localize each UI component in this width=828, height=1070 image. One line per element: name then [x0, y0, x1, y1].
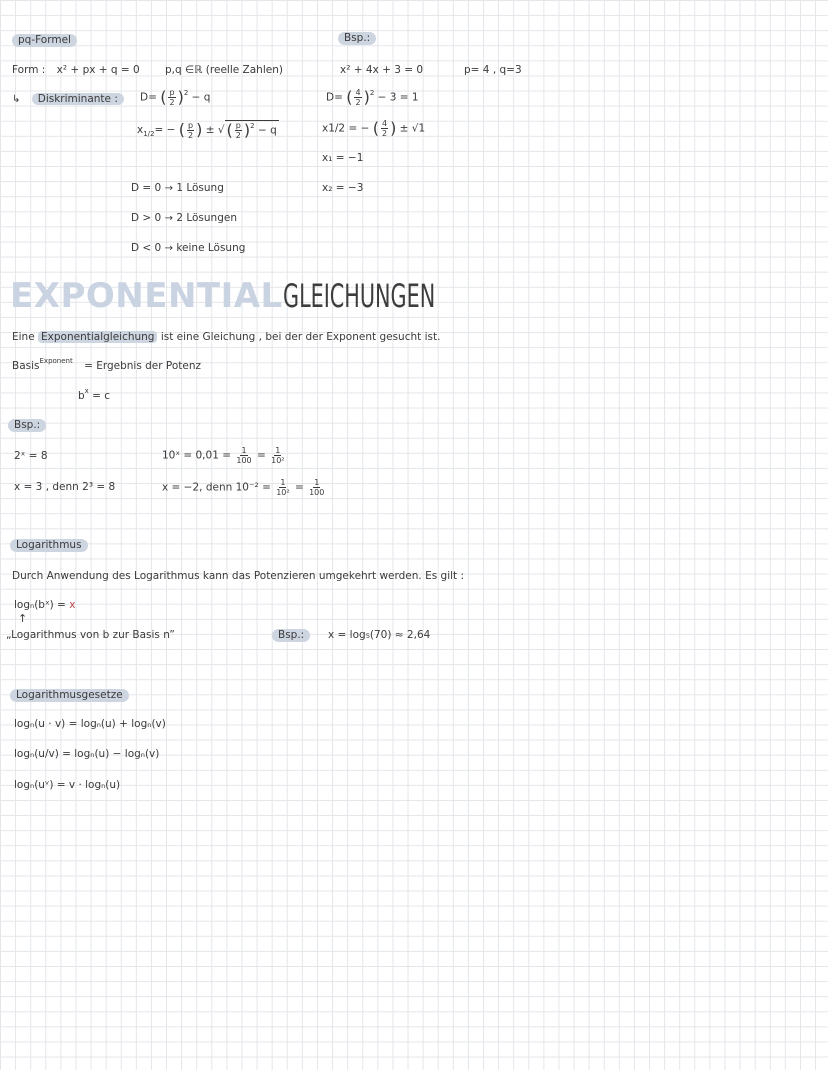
- plus-minus: ±: [205, 124, 215, 136]
- case-2: [131, 241, 245, 256]
- case-cond: D < 0: [131, 242, 162, 254]
- pq-example-heading: Bsp.:: [338, 32, 376, 45]
- log-bsp-equation: x = log₅(70) ≈ 2,64: [328, 629, 431, 641]
- exp-example-2-eq: 10ˣ = 0,01 = $\frac{1}{100}$ = $\frac{1}{\text{10²}}$: [162, 446, 285, 465]
- laws-heading: Logarithmusgesetze: [10, 689, 129, 702]
- case-result: 1 Lösung: [176, 182, 224, 194]
- d-formula-tail: − q: [191, 91, 211, 104]
- x12-mid: = −: [154, 124, 176, 136]
- law-item: logₙ(uᵛ) = v · logₙ(u): [14, 779, 121, 791]
- log-bsp-label: Bsp.:: [272, 629, 310, 642]
- pq-example-equation: x² + 4x + 3 = 0: [340, 64, 424, 76]
- x12-left: x: [137, 124, 144, 136]
- diskriminante-label: Diskriminante :: [32, 93, 124, 105]
- title-dark: GLEICHUNGEN: [282, 277, 435, 315]
- corner-arrow-icon: ↳: [12, 94, 21, 105]
- case-result: 2 Lösungen: [176, 212, 237, 224]
- bxc-line: $b^x = c$: [78, 387, 111, 402]
- pq-example-params: p= 4 , q=3: [464, 64, 522, 76]
- up-arrow-icon: ↑: [18, 612, 28, 625]
- pq-example-d: D= ( $\frac{4}{2}$ )$^2$ − 3 = 1: [326, 87, 419, 107]
- log-text: Durch Anwendung des Logarithmus kann das Potenzieren umgekehrt werden. Es gilt :: [12, 570, 465, 582]
- exp-example-2-sol: x = −2, denn 10⁻² = $\frac{1}{\text{10²}}$ = $\frac{1}{100}$: [162, 478, 325, 497]
- title-light: EXPONENTIAL: [10, 276, 283, 316]
- diskriminante-row: [12, 92, 124, 107]
- exp-definition: Eine Exponentialgleichung ist eine Gleichung , bei der der Exponent gesucht ist.: [12, 331, 441, 343]
- sqrt-icon: √ ( $\frac{p}{2}$ )$^2$ − q: [217, 120, 277, 140]
- x12-formula: $x_{1/2}=$ − ( $\frac{p}{2}$ ) ± √ ( $\frac{p}{2}$ )$^2$ − q: [137, 120, 277, 140]
- page-title: [10, 276, 494, 322]
- log-formula: logₙ(bˣ) = x: [14, 599, 76, 611]
- x12-sub: 1/2: [143, 130, 155, 138]
- log-caption: „Logarithmus von b zur Basis n”: [6, 629, 175, 641]
- exp-example-heading: Bsp.:: [8, 419, 46, 432]
- pq-domain: p,q ∈ℝ (reelle Zahlen): [165, 64, 283, 76]
- log-formula-x: x: [69, 599, 76, 611]
- p-half-fraction-2: $\frac{p}{2}$: [188, 120, 194, 140]
- exp-example-1-eq: 2ˣ = 8: [14, 450, 48, 462]
- exponent-word: Exponent: [39, 357, 73, 365]
- exp-example-1-sol: x = 3 , denn 2³ = 8: [14, 481, 116, 493]
- exp-highlight: Exponentialgleichung: [38, 331, 157, 343]
- law-item: logₙ(u · v) = logₙ(u) + logₙ(v): [14, 718, 166, 730]
- d-formula: D= ( $\frac{p}{2}$ )$^2$ − q: [140, 87, 211, 107]
- right-arrow-icon: →: [164, 243, 173, 254]
- law-item: logₙ(u/v) = logₙ(u) − logₙ(v): [14, 748, 160, 760]
- form-equation: x² + px + q = 0: [56, 64, 140, 76]
- pq-example-x1: x₁ = −1: [322, 152, 364, 164]
- form-label-text: Form :: [12, 64, 46, 76]
- case-1: [131, 211, 237, 226]
- pq-heading: pq-Formel: [12, 34, 77, 47]
- pq-example-x12: x1/2 = − ( $\frac{4}{2}$ ) ± √1: [322, 118, 426, 138]
- basis-line: Basis$^{Exponent}$ = Ergebnis der Potenz: [12, 357, 202, 372]
- case-result: keine Lösung: [176, 242, 246, 254]
- case-cond: D > 0: [131, 212, 162, 224]
- log-heading: Logarithmus: [10, 539, 88, 552]
- case-cond: D = 0: [131, 182, 162, 194]
- form-label: [12, 63, 140, 77]
- case-0: [131, 181, 224, 196]
- right-arrow-icon: →: [164, 213, 173, 224]
- right-arrow-icon: →: [164, 183, 173, 194]
- d-formula-left: D=: [140, 91, 157, 104]
- p-half-fraction: $\frac{p}{2}$: [169, 88, 175, 107]
- pq-example-x2: x₂ = −3: [322, 182, 364, 194]
